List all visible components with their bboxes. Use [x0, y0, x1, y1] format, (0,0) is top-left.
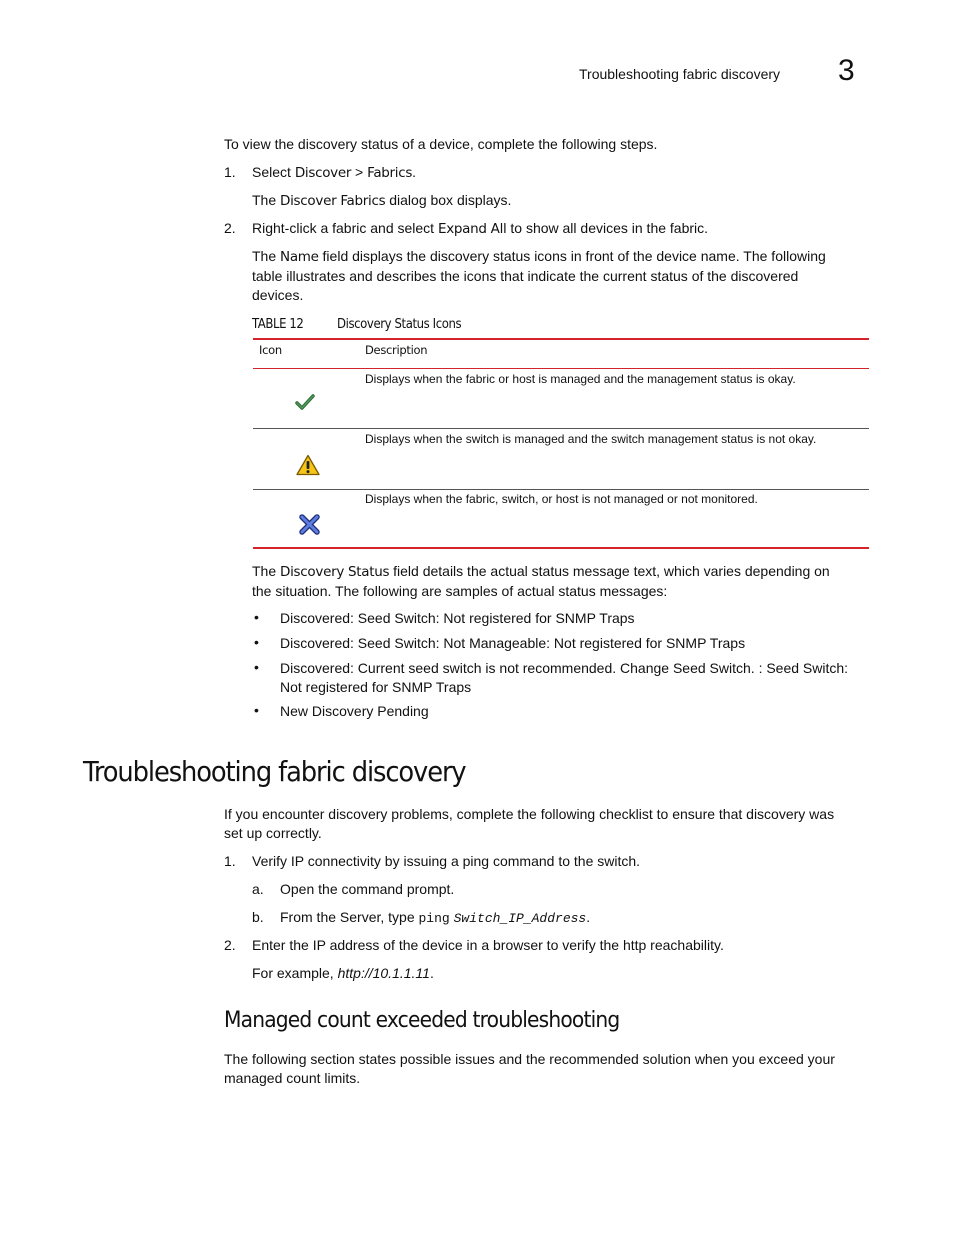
bullet-dot-1: • — [254, 609, 259, 625]
example-pre: For example, — [252, 965, 338, 981]
table-row-3-description: Displays when the fabric, switch, or host is not managed or not monitored. — [365, 492, 758, 506]
menu-separator: > — [351, 164, 368, 180]
step-2-pre: Right-click a fabric and select — [252, 220, 438, 236]
intro-paragraph: To view the discovery status of a device, complete the following steps. — [224, 136, 658, 152]
ping-argument: Switch_IP_Address — [453, 911, 587, 926]
step-1-pre: Select — [252, 164, 295, 180]
checklist-step-1b-text — [280, 908, 590, 928]
bullet-item-3-continued: Not registered for SNMP Traps — [280, 679, 472, 695]
status-paragraph-line-2: the situation. The following are samples of actual status messages: — [252, 583, 668, 599]
checklist-step-1a-letter: a. — [252, 881, 264, 897]
status-paragraph-pre: The — [252, 563, 281, 579]
step-2-paragraph-line-2: table illustrates and describes the icons that indicate the current status of the discovered — [252, 268, 799, 284]
step-2-paragraph-pre: The — [252, 248, 281, 264]
step-1-result-pre: The — [252, 192, 281, 208]
blue-x-icon — [299, 514, 320, 535]
table-header-description: Description — [365, 343, 428, 357]
checklist-step-1a-text: Open the command prompt. — [280, 881, 455, 897]
table-title: Discovery Status Icons — [337, 317, 462, 332]
section-heading: Troubleshooting fabric discovery — [83, 755, 466, 788]
bullet-item-4: New Discovery Pending — [280, 703, 429, 719]
status-paragraph — [252, 562, 830, 601]
section-intro — [224, 805, 834, 843]
step-1-number: 1. — [224, 164, 236, 180]
subsection-heading: Managed count exceeded troubleshooting — [224, 1008, 620, 1033]
step-2-text — [252, 219, 708, 239]
checklist-step-2-text: Enter the IP address of the device in a browser to verify the http reachability. — [252, 937, 724, 953]
ping-command: ping — [418, 911, 450, 926]
bullet-dot-2: • — [254, 634, 259, 650]
dialog-discover-fabrics: Discover Fabrics — [280, 193, 386, 209]
subsection-paragraph-line-1: The following section states possible issues and the recommended solution when you exceed your — [224, 1051, 835, 1067]
bullet-item-1: Discovered: Seed Switch: Not registered for SNMP Traps — [280, 610, 635, 626]
menu-discover: Discover — [294, 165, 352, 181]
table-top-rule — [253, 338, 869, 340]
checkmark-icon — [294, 391, 316, 413]
bullet-dot-3: • — [254, 659, 259, 675]
section-intro-line-1: If you encounter discovery problems, complete the following checklist to ensure that discovery was — [224, 806, 835, 822]
table-row-2-rule — [253, 489, 869, 490]
subsection-paragraph-line-2: managed count limits. — [224, 1070, 361, 1086]
step-1-text — [252, 163, 416, 183]
bullet-item-2: Discovered: Seed Switch: Not Manageable: Not registered for SNMP Traps — [280, 635, 746, 651]
checklist-step-1-number: 1. — [224, 853, 236, 869]
step-1-result-post: dialog box displays. — [385, 192, 512, 208]
menu-fabrics: Fabrics — [367, 165, 413, 181]
table-row-2-description: Displays when the switch is managed and the switch management status is not okay. — [365, 432, 817, 446]
example-line — [252, 964, 434, 983]
status-paragraph-line-1-post: field details the actual status message text, which varies depending on — [389, 563, 830, 579]
step-2-paragraph-line-1-post: field displays the discovery status icons in front of the device name. The following — [318, 248, 826, 264]
step-1-post: . — [412, 164, 417, 180]
table-header-icon: Icon — [259, 343, 282, 357]
example-post: . — [429, 965, 434, 981]
table-bottom-rule — [253, 547, 869, 549]
subsection-paragraph — [224, 1050, 835, 1088]
checklist-step-1b-pre: From the Server, type — [280, 909, 419, 925]
bullet-dot-4: • — [254, 702, 259, 718]
menu-expand-all: Expand All — [437, 221, 507, 237]
example-url: http://10.1.1.11 — [337, 965, 430, 981]
chapter-number: 3 — [838, 54, 855, 87]
checklist-step-1b-letter: b. — [252, 909, 264, 925]
step-2-paragraph-line-1 — [252, 247, 826, 267]
step-2-paragraph-line-3: devices. — [252, 287, 304, 303]
table-header-rule — [253, 368, 869, 369]
warning-icon — [296, 454, 320, 476]
table-row-1-description: Displays when the fabric or host is managed and the management status is okay. — [365, 372, 796, 386]
checklist-step-1b-post: . — [586, 909, 591, 925]
bullet-item-3: Discovered: Current seed switch is not recommended. Change Seed Switch. : Seed Switch: — [280, 660, 849, 676]
table-label: TABLE 12 — [252, 317, 304, 332]
step-2-paragraph — [252, 247, 826, 305]
status-paragraph-line-1 — [252, 562, 830, 582]
running-header-title: Troubleshooting fabric discovery — [579, 66, 781, 82]
table-row-1-rule — [253, 428, 869, 429]
step-2-number: 2. — [224, 220, 236, 236]
checklist-step-2-number: 2. — [224, 937, 236, 953]
field-discovery-status: Discovery Status — [280, 564, 390, 580]
step-2-post: to show all devices in the fabric. — [506, 220, 709, 236]
field-name: Name — [280, 249, 319, 265]
step-1-result — [252, 191, 511, 211]
checklist-step-1-text: Verify IP connectivity by issuing a ping command to the switch. — [252, 853, 641, 869]
section-intro-line-2: set up correctly. — [224, 825, 322, 841]
